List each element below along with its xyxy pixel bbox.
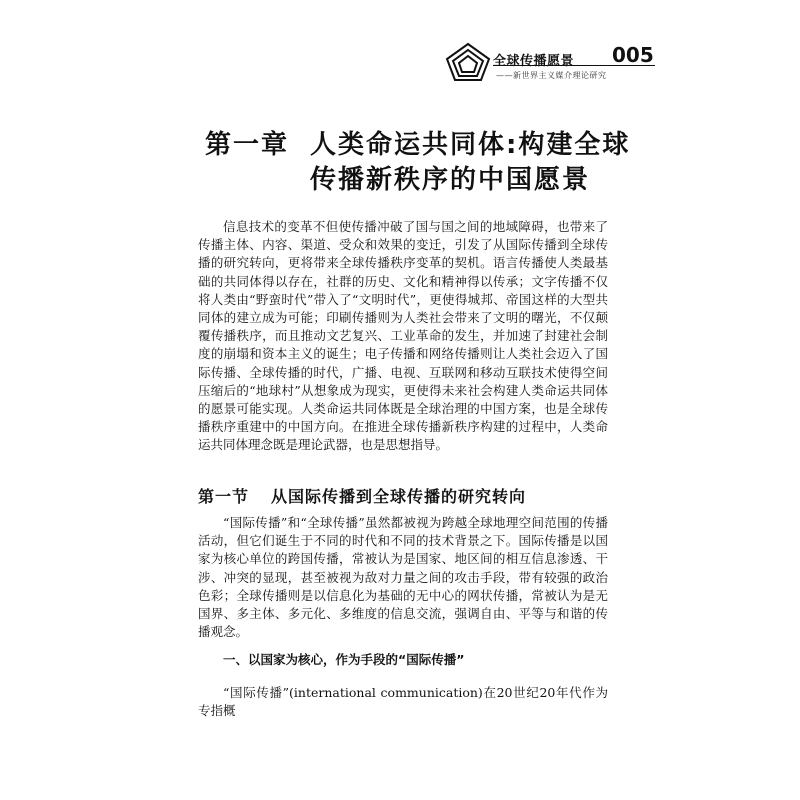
- chapter-label: 第一章: [205, 130, 290, 160]
- page-number: 005: [612, 43, 654, 67]
- intro-paragraph: 信息技术的变革不但使传播冲破了国与国之间的地域障碍，也带来了传播主体、内容、渠道、受众和效果的变迁，引发了从国际传播到全球传播的研究转向，更将带来全球传播秩序变革的契机。语言传播使人类最基础的共同体得以存在，社群的历史、文化和精神得以传承；文字传播不仅将人类由“野蛮时代”带入了“文明时代”，更使得城邦、帝国这样的大型共同体的建立成为可能；印刷传播则为人类社会带来了文明的曙光，不仅颠覆传播秩序，而且推动文艺复兴、工业革命的发生，并加速了封建社会制度的崩塌和资本主义的诞生；电子传播和网络传播则让人类社会迈入了国际传播、全球传播的时代，广播、电视、互联网和移动互联技术使得空间压缩后的“地球村”从想象成为现实，更使得未来社会构建人类命运共同体的愿景可能实现。人类命运共同体既是全球治理的中国方案，也是全球传播秩序重建中的中国方向。在推进全球传播新秩序构建的过程中，人类命运共同体理念既是理论武器，也是思想指导。: [198, 219, 608, 453]
- subsection-heading: 一、以国家为核心，作为手段的“国际传播”: [223, 652, 465, 667]
- section-heading: [198, 484, 526, 507]
- chapter-title-line1: 人类命运共同体:构建全球: [310, 130, 631, 160]
- header-divider: [493, 65, 655, 66]
- pentagon-logo-icon: [445, 42, 491, 82]
- running-header-subtitle: ——新世界主义媒介理论研究: [496, 71, 607, 80]
- section-label: 第一节: [198, 487, 250, 506]
- section-paragraph: “国际传播”和“全球传播”虽然都被视为跨越全球地理空间范围的传播活动，但它们诞生于不同的时代和不同的技术背景之下。国际传播是以国家为核心单位的跨国传播，常被认为是国家、地区间的相互信息渗透、干涉、冲突的显现，甚至被视为敌对力量之间的攻击手段，带有较强的政治色彩；全球传播则是以信息化为基础的无中心的网状传播，常被认为是无国界、多主体、多元化、多维度的信息交流，强调自由、平等与和谐的传播观念。: [198, 515, 608, 640]
- chapter-title-line2: 传播新秩序的中国愿景: [310, 165, 591, 195]
- running-header-title: 全球传播愿景: [493, 54, 575, 69]
- last-paragraph: “国际传播”(international communication)在20世纪20年代作为专指概: [198, 685, 608, 719]
- section-title: 从国际传播到全球传播的研究转向: [271, 487, 527, 506]
